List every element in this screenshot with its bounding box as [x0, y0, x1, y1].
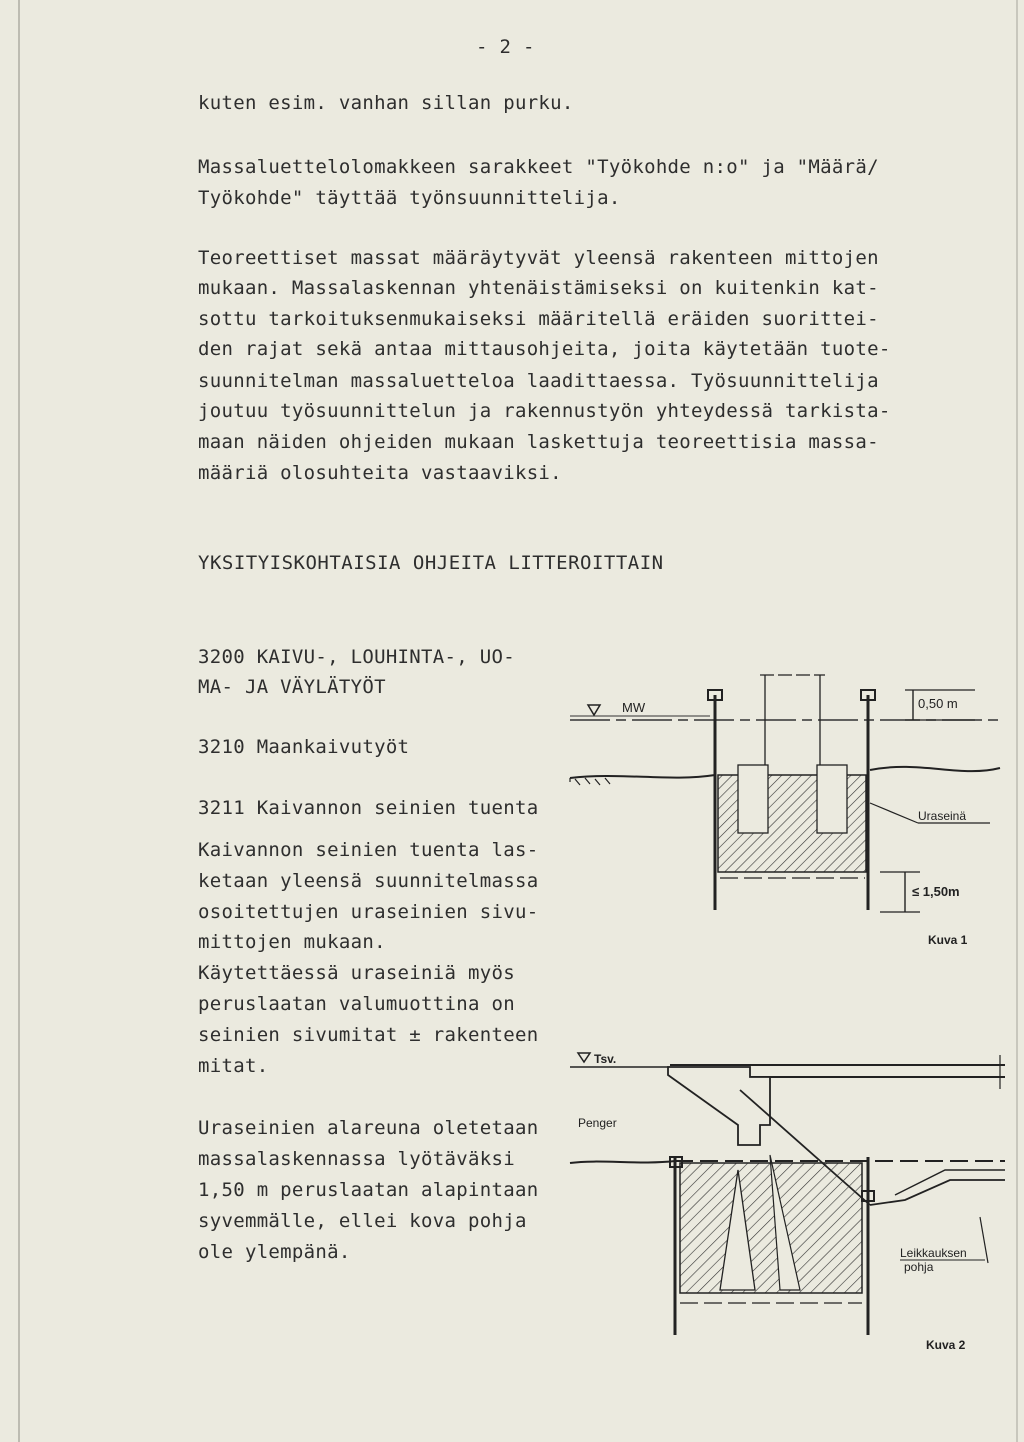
excavation-bottom-label-line2: pohja: [904, 1260, 934, 1274]
figure-2-bridge-abutment-excavation: [560, 1045, 1010, 1365]
text-line: määriä olosuhteita vastaaviksi.: [198, 462, 562, 484]
text-line: mukaan. Massalaskennan yhtenäistämiseksi on kuitenkin kat-: [198, 277, 879, 299]
right-page-edge: [1016, 0, 1018, 1442]
text-line: osoitettujen uraseinien sivu-: [198, 901, 539, 923]
text-line: peruslaatan valumuottina on: [198, 993, 515, 1015]
water-label: MW: [622, 700, 646, 715]
text-line: 1,50 m peruslaatan alapintaan: [198, 1179, 539, 1201]
heading-3210: 3210 Maankaivutyöt: [198, 736, 410, 758]
text-line: Uraseinien alareuna oletetaan: [198, 1117, 539, 1139]
text-line: ole ylempänä.: [198, 1241, 351, 1263]
heading-3200-line1: 3200 KAIVU-, LOUHINTA-, UO-: [198, 646, 515, 668]
text-line: Teoreettiset massat määräytyvät yleensä rakenteen mittojen: [198, 247, 879, 269]
text-line: suunnitelman massaluetteloa laadittaessa. Työsuunnittelija: [198, 370, 879, 392]
level-label: Tsv.: [594, 1052, 617, 1066]
text-line: seinien sivumitat ± rakenteen: [198, 1024, 539, 1046]
figure-1-sheet-pile-excavation: [560, 660, 1010, 960]
text-line: Massaluettelolomakkeen sarakkeet "Työkohde n:o" ja "Määrä/: [198, 156, 879, 178]
text-line: mittojen mukaan.: [198, 931, 386, 953]
text-line: den rajat sekä antaa mittausohjeita, joita käytetään tuote-: [198, 338, 891, 360]
text-line: Työkohde" täyttää työnsuunnittelija.: [198, 187, 621, 209]
heading-3211: 3211 Kaivannon seinien tuenta: [198, 797, 539, 819]
intro-line: kuten esim. vanhan sillan purku.: [198, 92, 574, 114]
text-line: Kaivannon seinien tuenta las-: [198, 839, 539, 861]
figure-1-caption: Kuva 1: [928, 933, 968, 947]
dim-top-label: 0,50 m: [918, 696, 958, 711]
text-line: massalaskennassa lyötäväksi: [198, 1148, 515, 1170]
left-binding-edge: [18, 0, 20, 1442]
heading-3200-line2: MA- JA VÄYLÄTYÖT: [198, 676, 386, 698]
figure-2-caption: Kuva 2: [926, 1338, 966, 1352]
excavation-bottom-label-line1: Leikkauksen: [900, 1246, 967, 1260]
text-line: maan näiden ohjeiden mukaan laskettuja teoreettisia massa-: [198, 431, 879, 453]
wall-label: Uraseinä: [918, 809, 967, 823]
text-line: sottu tarkoituksenmukaiseksi määritellä eräiden suorittei-: [198, 308, 879, 330]
text-line: ketaan yleensä suunnitelmassa: [198, 870, 539, 892]
section-heading: YKSITYISKOHTAISIA OHJEITA LITTEROITTAIN: [198, 552, 664, 574]
level-marker-icon: [578, 1053, 590, 1062]
text-line: joutuu työsuunnittelun ja rakennustyön yhteydessä tarkista-: [198, 400, 891, 422]
text-line: syvemmälle, ellei kova pohja: [198, 1210, 527, 1232]
text-line: Käytettäessä uraseiniä myös: [198, 962, 515, 984]
page-number: - 2 -: [476, 36, 535, 58]
water-level-marker-icon: [588, 705, 600, 715]
dim-bottom-label: ≤ 1,50m: [912, 884, 960, 899]
embankment-label: Penger: [578, 1116, 617, 1130]
text-line: mitat.: [198, 1055, 269, 1077]
